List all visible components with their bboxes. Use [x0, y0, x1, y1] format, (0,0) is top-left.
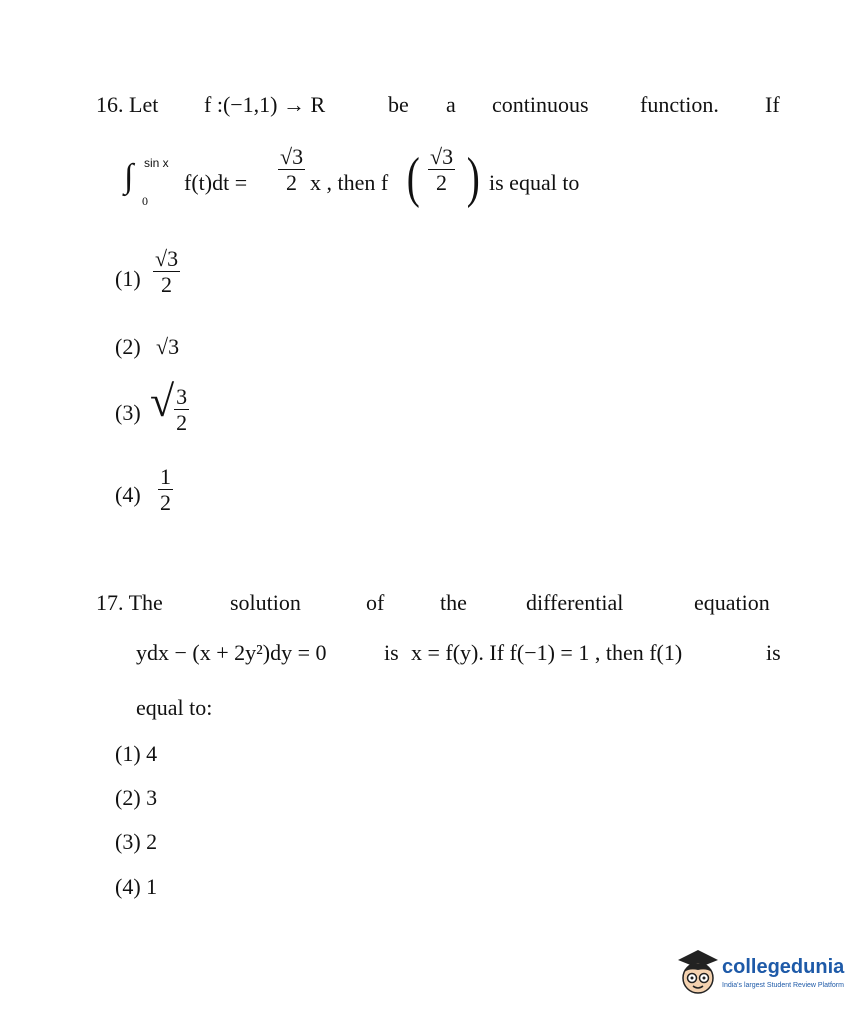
option-3-value: [150, 377, 189, 435]
q17-word: equation: [694, 590, 770, 615]
option-denominator: 2: [160, 490, 171, 515]
integral-lower-limit: 0: [142, 194, 148, 208]
q17-option: (4) 1: [115, 874, 158, 899]
option-label: (4): [115, 482, 141, 507]
q17-word: of: [366, 590, 385, 615]
q16-word: If: [765, 92, 780, 117]
logo-name: collegedunia: [722, 956, 845, 978]
option-label: (3): [115, 400, 141, 425]
q17-word: is: [766, 640, 781, 665]
integral-sign: ∫: [124, 158, 134, 195]
option-denominator: 2: [176, 410, 188, 435]
mascot-icon: [676, 946, 720, 998]
arg-denominator: 2: [436, 170, 448, 195]
rhs-variable: x , then f: [310, 170, 389, 195]
q17-word: differential: [526, 590, 624, 615]
q17-option: (2) 3: [115, 785, 158, 810]
option-2-value: √3: [156, 334, 180, 359]
option-4-value: [158, 466, 173, 514]
rhs-numerator: √3: [280, 144, 304, 169]
option-numerator: 3: [176, 384, 188, 409]
integrand: f(t)dt =: [184, 170, 248, 195]
option-denominator: 2: [161, 272, 173, 297]
q16-tail: is equal to: [489, 170, 580, 195]
q17-word: solution: [230, 590, 301, 615]
right-paren: ): [466, 147, 480, 209]
option-numerator: √3: [155, 246, 179, 271]
option-label: (2): [115, 334, 141, 359]
q17-word: is: [384, 640, 399, 665]
q17-word: 17. The: [96, 590, 163, 615]
radical-icon: √: [150, 377, 175, 426]
q16-word: function.: [640, 92, 719, 117]
arg-fraction: [428, 146, 455, 194]
option-1-value: [153, 248, 180, 296]
q17-equation: ydx − (x + 2y²)dy = 0: [136, 640, 327, 665]
q16-map: f :(−1,1) → R: [204, 92, 326, 117]
rhs-fraction: [278, 146, 305, 194]
rhs-denominator: 2: [286, 170, 298, 195]
integral-upper-limit: sin x: [144, 156, 169, 170]
q16-word: a: [446, 92, 456, 117]
logo-tagline: India's largest Student Review Platform: [722, 982, 844, 989]
option-numerator: 1: [160, 464, 171, 489]
left-paren: (: [406, 147, 420, 209]
q17-word: the: [440, 590, 467, 615]
q17-condition: x = f(y). If f(−1) = 1 , then f(1): [411, 640, 683, 665]
arg-numerator: √3: [430, 144, 454, 169]
q16-word: continuous: [492, 92, 589, 117]
q17-option: (3) 2: [115, 829, 158, 854]
q16-number: 16. Let: [96, 92, 159, 117]
option-label: (1): [115, 266, 141, 291]
q17-option: (1) 4: [115, 741, 158, 766]
q16-word: be: [388, 92, 409, 117]
q17-line3: equal to:: [136, 695, 213, 720]
